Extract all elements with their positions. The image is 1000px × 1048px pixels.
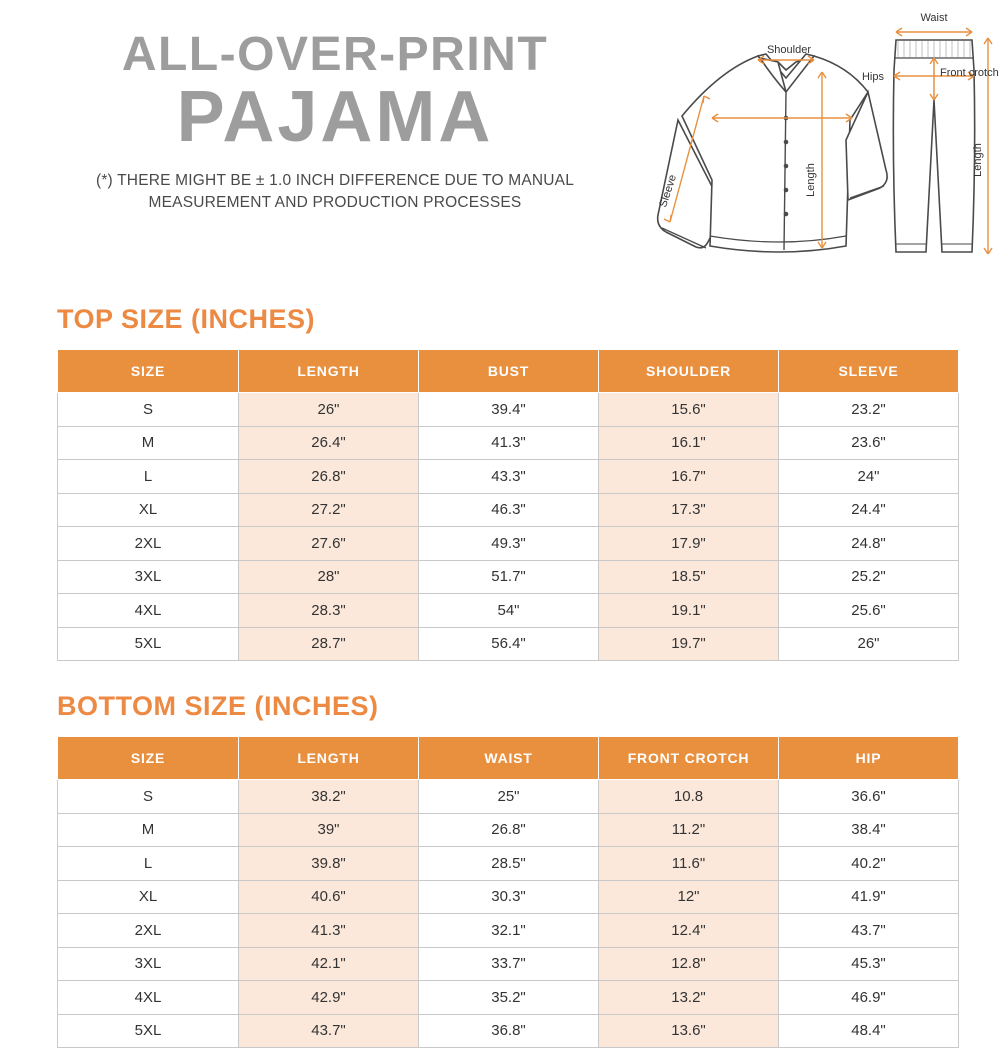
table-row — [58, 627, 959, 661]
cell-shoulder: 17.3" — [599, 493, 779, 527]
cell-length: 38.2" — [239, 780, 419, 814]
cell-size: 4XL — [58, 981, 239, 1015]
waist-measure-line — [896, 28, 972, 36]
cell-hip: 43.7" — [779, 914, 959, 948]
cell-length: 26.8" — [239, 460, 419, 494]
cell-waist: 32.1" — [419, 914, 599, 948]
bottom-size-table — [57, 736, 959, 1048]
column-header-size: SIZE — [58, 737, 239, 780]
cell-bust: 49.3" — [419, 527, 599, 561]
title-block — [55, 30, 615, 215]
cell-length: 26.4" — [239, 426, 419, 460]
cell-size: 4XL — [58, 594, 239, 628]
label-front-crotch: Front crotch — [940, 67, 999, 79]
top-size-section — [0, 304, 1000, 661]
measurement-disclaimer: (*) THERE MIGHT BE ± 1.0 INCH DIFFERENCE DUE TO MANUAL MEASUREMENT AND PRODUCTION PROCESSES — [95, 171, 575, 212]
cell-hip: 48.4" — [779, 1014, 959, 1048]
label-waist: Waist — [920, 12, 948, 24]
cell-sleeve: 26" — [779, 627, 959, 661]
cell-front-crotch: 12" — [599, 880, 779, 914]
column-header-shoulder: SHOULDER — [599, 350, 779, 393]
label-hips: Hips — [861, 71, 884, 83]
cell-sleeve: 24.4" — [779, 493, 959, 527]
top-size-table — [57, 349, 959, 661]
column-header-length: LENGTH — [239, 737, 419, 780]
cell-shoulder: 17.9" — [599, 527, 779, 561]
cell-length: 27.6" — [239, 527, 419, 561]
table-row — [58, 493, 959, 527]
cell-hip: 46.9" — [779, 981, 959, 1015]
page-title-line1: ALL-OVER-PRINT — [121, 28, 549, 81]
cell-length: 42.9" — [239, 981, 419, 1015]
table-row — [58, 460, 959, 494]
cell-length: 39" — [239, 813, 419, 847]
cell-waist: 28.5" — [419, 847, 599, 881]
table-row — [58, 914, 959, 948]
label-sleeve: Sleeve — [657, 173, 680, 209]
cell-sleeve: 25.2" — [779, 560, 959, 594]
cell-length: 40.6" — [239, 880, 419, 914]
cell-length: 28" — [239, 560, 419, 594]
cell-bust: 46.3" — [419, 493, 599, 527]
cell-size: 2XL — [58, 527, 239, 561]
cell-front-crotch: 13.2" — [599, 981, 779, 1015]
cell-hip: 41.9" — [779, 880, 959, 914]
cell-front-crotch: 13.6" — [599, 1014, 779, 1048]
cell-hip: 40.2" — [779, 847, 959, 881]
cell-bust: 41.3" — [419, 426, 599, 460]
cell-shoulder: 18.5" — [599, 560, 779, 594]
column-header-waist: WAIST — [419, 737, 599, 780]
cell-shoulder: 16.7" — [599, 460, 779, 494]
cell-shoulder: 16.1" — [599, 426, 779, 460]
garment-diagram — [600, 0, 1000, 310]
cell-length: 39.8" — [239, 847, 419, 881]
cell-size: L — [58, 847, 239, 881]
cell-size: XL — [58, 880, 239, 914]
cell-sleeve: 25.6" — [779, 594, 959, 628]
table-row — [58, 847, 959, 881]
label-bottom-length: Length — [972, 143, 984, 177]
cell-hip: 45.3" — [779, 947, 959, 981]
cell-waist: 33.7" — [419, 947, 599, 981]
label-top-length: Length — [805, 163, 817, 197]
cell-front-crotch: 10.8 — [599, 780, 779, 814]
column-header-hip: HIP — [779, 737, 959, 780]
cell-length: 41.3" — [239, 914, 419, 948]
page-title-line2: PAJAMA — [176, 77, 494, 158]
cell-front-crotch: 12.8" — [599, 947, 779, 981]
bottom-size-section — [0, 691, 1000, 1048]
cell-length: 28.3" — [239, 594, 419, 628]
cell-hip: 36.6" — [779, 780, 959, 814]
column-header-front-crotch: FRONT CROTCH — [599, 737, 779, 780]
cell-length: 43.7" — [239, 1014, 419, 1048]
cell-bust: 54" — [419, 594, 599, 628]
cell-bust: 43.3" — [419, 460, 599, 494]
cell-length: 42.1" — [239, 947, 419, 981]
cell-length: 28.7" — [239, 627, 419, 661]
table-row — [58, 813, 959, 847]
column-header-length: LENGTH — [239, 350, 419, 393]
cell-shoulder: 15.6" — [599, 393, 779, 427]
table-header-row — [58, 737, 959, 780]
cell-size: L — [58, 460, 239, 494]
column-header-bust: BUST — [419, 350, 599, 393]
cell-waist: 35.2" — [419, 981, 599, 1015]
cell-size: S — [58, 780, 239, 814]
cell-bust: 56.4" — [419, 627, 599, 661]
cell-length: 27.2" — [239, 493, 419, 527]
cell-waist: 26.8" — [419, 813, 599, 847]
table-header-row — [58, 350, 959, 393]
cell-length: 26" — [239, 393, 419, 427]
cell-size: 3XL — [58, 560, 239, 594]
label-shoulder: Shoulder — [766, 44, 812, 56]
top-size-title: TOP SIZE (INCHES) — [57, 304, 316, 334]
cell-sleeve: 23.2" — [779, 393, 959, 427]
table-row — [58, 947, 959, 981]
cell-front-crotch: 12.4" — [599, 914, 779, 948]
column-header-sleeve: SLEEVE — [779, 350, 959, 393]
cell-front-crotch: 11.2" — [599, 813, 779, 847]
table-row — [58, 527, 959, 561]
cell-sleeve: 23.6" — [779, 426, 959, 460]
cell-size: 3XL — [58, 947, 239, 981]
cell-size: M — [58, 426, 239, 460]
cell-size: 5XL — [58, 627, 239, 661]
table-row — [58, 1014, 959, 1048]
cell-waist: 25" — [419, 780, 599, 814]
cell-front-crotch: 11.6" — [599, 847, 779, 881]
table-row — [58, 880, 959, 914]
cell-waist: 30.3" — [419, 880, 599, 914]
cell-shoulder: 19.1" — [599, 594, 779, 628]
cell-size: 2XL — [58, 914, 239, 948]
cell-size: S — [58, 393, 239, 427]
cell-size: M — [58, 813, 239, 847]
cell-sleeve: 24" — [779, 460, 959, 494]
bottom-size-title: BOTTOM SIZE (INCHES) — [57, 691, 379, 721]
cell-waist: 36.8" — [419, 1014, 599, 1048]
header — [0, 0, 1000, 300]
table-row — [58, 393, 959, 427]
table-row — [58, 981, 959, 1015]
cell-bust: 51.7" — [419, 560, 599, 594]
table-row — [58, 426, 959, 460]
table-row — [58, 594, 959, 628]
cell-shoulder: 19.7" — [599, 627, 779, 661]
pajama-top-illustration — [658, 54, 887, 252]
cell-sleeve: 24.8" — [779, 527, 959, 561]
cell-size: XL — [58, 493, 239, 527]
table-row — [58, 780, 959, 814]
table-row — [58, 560, 959, 594]
cell-hip: 38.4" — [779, 813, 959, 847]
cell-bust: 39.4" — [419, 393, 599, 427]
column-header-size: SIZE — [58, 350, 239, 393]
cell-size: 5XL — [58, 1014, 239, 1048]
